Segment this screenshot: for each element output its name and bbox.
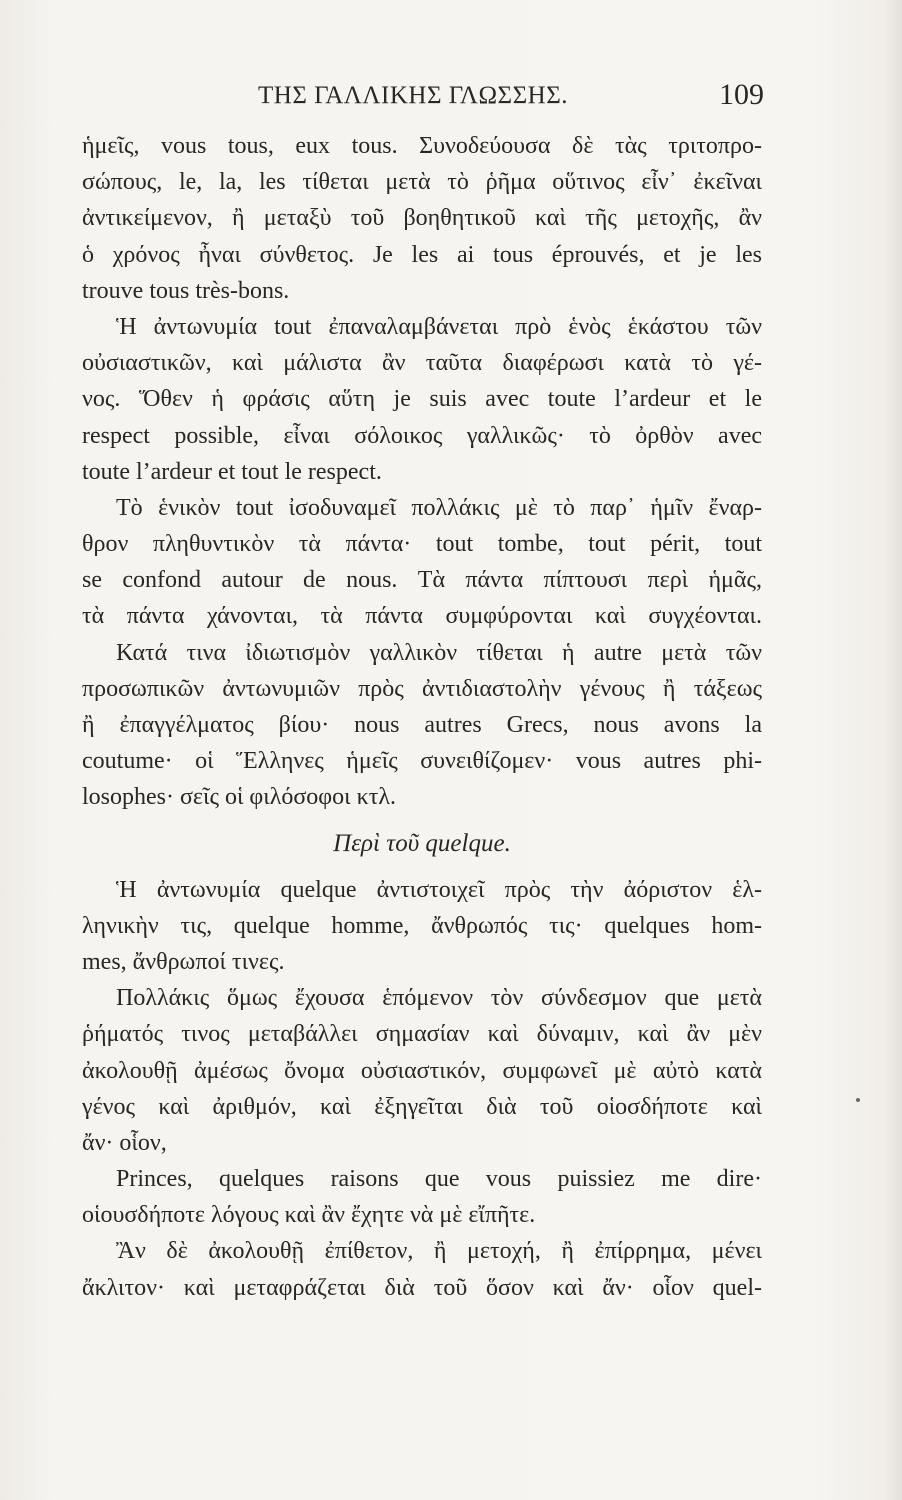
page-number: 109 [719,78,764,111]
text-line: Κατά τινα ἰδιωτισμὸν γαλλικὸν τίθεται ἡ autre μετὰ τῶν [116,639,762,666]
paper-speck [856,1098,860,1102]
text-line: ἀκολουθῇ ἀμέσως ὄνομα οὐσιαστικόν, συμφωνεῖ μὲ αὐτὸ κατὰ [82,1057,762,1084]
page-header [82,78,772,118]
running-title: ΤΗΣ ΓΑΛΛΙΚΗΣ ΓΛΩΣΣΗΣ. [258,82,568,109]
text-line: se confond autour de nous. Τὰ πάντα πίπτουσι περὶ ἡμᾶς, [82,567,762,594]
text-line: Πολλάκις ὅμως ἔχουσα ἑπόμενον τὸν σύνδεσμον que μετὰ [116,985,762,1012]
text-line: τὰ πάντα χάνονται, τὰ πάντα συμφύρονται καὶ συγχέονται. [82,603,762,630]
text-line: Ἡ ἀντωνυμία tout ἐπαναλαμβάνεται πρὸ ἑνὸς ἑκάστου τῶν [116,313,762,340]
text-line: ἢ ἐπαγγέλματος βίου· nous autres Grecs, nous avons la [82,712,762,738]
text-line: toute l’ardeur et tout le respect. [82,458,382,485]
text-line: ληνικὴν τις, quelque homme, ἄνθρωπός τις· quelques hom- [82,912,762,939]
text-line: ἀντικείμενον, ἢ μεταξὺ τοῦ βοηθητικοῦ καὶ τῆς μετοχῆς, ἂν [82,205,762,232]
text-line: ἄν· οἷον, [82,1129,167,1156]
text-line: προσωπικῶν ἀντωνυμιῶν πρὸς ἀντιδιαστολὴν γένους ἢ τάξεως [82,675,762,702]
page-edge-shadow [884,0,902,1500]
text-line: losophes· σεῖς οἱ φιλόσοφοι κτλ. [82,784,396,811]
text-line: θρον πληθυντικὸν τὰ πάντα· tout tombe, tout périt, tout [82,531,762,558]
text-line: respect possible, εἶναι σόλοικος γαλλικῶς· τὸ ὀρθὸν avec [82,422,762,449]
text-line: σώπους, le, la, les τίθεται μετὰ τὸ ῥῆμα οὕτινος εἶν᾽ ἐκεῖναι [82,169,762,196]
text-line: Ἡ ἀντωνυμία quelque ἀντιστοιχεῖ πρὸς τὴν ἀόριστον ἑλ- [116,876,762,903]
text-line: γένος καὶ ἀριθμόν, καὶ ἐξηγεῖται διὰ τοῦ οἱοσδήποτε καὶ [82,1093,762,1120]
text-line: coutume· οἱ Ἕλληνες ἡμεῖς συνειθίζομεν· vous autres phi- [82,748,762,775]
quoted-verse-line: Princes, quelques raisons que vous puissiez me dire· [116,1166,762,1193]
text-line: νος. Ὅθεν ἡ φράσις αὕτη je suis avec toute l’ardeur et le [82,386,762,413]
text-line: ἡμεῖς, vous tous, eux tous. Συνοδεύουσα δὲ τὰς τριτοπρο- [82,133,762,159]
text-line: mes, ἄνθρωποί τινες. [82,948,285,975]
body-text [82,128,762,1306]
text-line: οὐσιαστικῶν, καὶ μάλιστα ἂν ταῦτα διαφέρωσι κατὰ τὸ γέ- [82,350,762,377]
text-line: Τὸ ἑνικὸν tout ἰσοδυναμεῖ πολλάκις μὲ τὸ παρ᾽ ἡμῖν ἔναρ- [116,494,762,521]
text-line: ῥήματός τινος μεταβάλλει σημασίαν καὶ δύναμιν, καὶ ἂν μὲν [82,1021,762,1048]
text-line: ὁ χρόνος ἦναι σύνθετος. Je les ai tous éprouvés, et je les [82,241,762,268]
section-heading: Περὶ τοῦ quelque. [333,829,511,857]
text-line: Ἂν δὲ ἀκολουθῇ ἐπίθετον, ἢ μετοχή, ἢ ἐπίρρημα, μένει [116,1238,762,1265]
text-line: trouve tous très-bons. [82,277,290,304]
text-line: οἱουσδήποτε λόγους καὶ ἂν ἔχητε νὰ μὲ εἴπῆτε. [82,1202,536,1229]
text-line: ἄκλιτον· καὶ μεταφράζεται διὰ τοῦ ὅσον καὶ ἄν· οἷον quel- [82,1274,762,1301]
